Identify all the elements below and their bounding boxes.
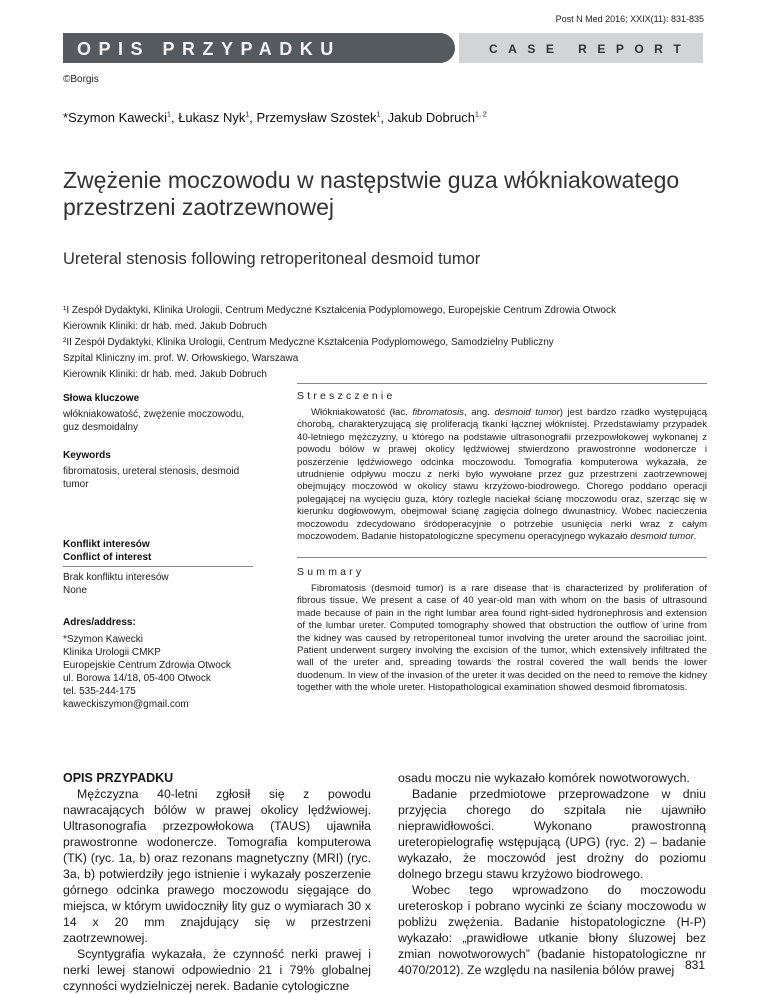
affiliation-line: Kierownik Kliniki: dr hab. med. Jakub Dobruch <box>63 321 267 332</box>
body-paragraph: Mężczyzna 40-letni zgłosił się z powodu nawracających bólów w prawej okolicy lędźwiowej. Ultrasonografia przezpowłokowa (TAUS) ujawniła prawostronne wodonercze. Tomografia komputerowa (TK) (ryc. 1a, b) oraz rezonans magnetyczny (MRI) (ryc. 3a, b) potwierdziły jego istnienie i wykazały poszerzenie górnego odcinka prawego moczowodu sięgające do miejsca, w którym uwidoczniły lity guz o wymiarach 30 x 14 x 20 mm znajdujący się w przestrzeni zaotrzewnowej. <box>63 787 371 945</box>
author-2-affil: 1 <box>245 111 250 119</box>
corresponding-star: * <box>63 110 69 125</box>
keywords-en: fibromatosis, ureteral stenosis, desmoid tumor <box>63 466 240 490</box>
abstract-italic: desmoid tumor <box>494 407 560 418</box>
conflict-heading-pl: Konflikt interesów <box>63 539 150 550</box>
banner-left-block <box>63 33 455 63</box>
abstract-en-paragraph: Fibromatosis (desmoid tumor) is a rare disease that is characterized by proliferation of fibrous tissue. We present a case of 40 year-old man with whom on the basis of ultrasound made because of pain in the right lumbar area found right-sided hydronephrosis and extension of the lumbar ureter. Computed tomography showed that obstruction the outflow of urine from the kidney was caused by retroperitoneal tumor involving the ureter around the sacroiliac joint. Patient underwent surgery involving the excision of the tumor, which extensively infiltrated the wall of the ureter and, spreading towards the rostral covered the wall bends the lower duodenum. In view of the invasion of the ureter it was decided on the need to remove the kidney together with the whole ureter. Histopathological examination showed desmoid fibromatosis. <box>297 583 707 694</box>
abstract-text: ) jest bardzo rzadko występującą chorobą, charakteryzującą się proliferacją tkanki łącznej włóknistej. Przedstawiamy przypadek 40-letniego mężczyzny, u którego na podstawie ultrasonografii przezpowłokowej wykonanej z powodu bólów w prawej okolicy lędźwiowej stwierdzono prawostronne wodonercze i poszerzenie lędźwiowego odcinka moczowodu. Tomografia komputerowa wykazała, że utrudnienie odpływu moczu z nerki było wywołane przez guz przestrzeni zaotrzewnowej obejmujący moczowód w okolicy stawu krzyżowo-biodrowego. Chorego poddano operacji polegającej na wycięciu guza, który rozlegle naciekał ścianę moczowodu oraz, szerząc się w kierunku dogłowowym, obejmował ścianę zagięcia dolnego dwunastnicy. Wobec nacieczenia moczowodu zdecydowano śródoperacyjnie o potrzebie usunięcia nerki wraz z całym moczowodem. Badanie histopatologiczne specymenu operacyjnego wykazało <box>297 407 707 543</box>
author-4: Jakub Dobruch <box>387 110 476 125</box>
address-line: Europejskie Centrum Zdrowia Otwock <box>63 660 231 671</box>
keywords-pl: włókniakowatość, zwężenie moczowodu, guz desmoidalny <box>63 409 245 433</box>
section-title: OPIS PRZYPADKU <box>63 771 174 785</box>
body-paragraph: Wobec tego wprowadzono do moczowodu ureteroskop i pobrano wycinki ze ściany moczowodu w pobliżu zwężenia. Badanie histopatologiczne (H-P) wykazało: „prawidłowe utkanie błony śluzowej bez zmian nowotworowych” (badanie histopatologiczne nr 4070/2012). Ze względu na nasilenia bólów prawej <box>398 883 706 977</box>
abstract-text: Włókniakowatość (łac. <box>311 407 413 418</box>
publisher-mark: ©Borgis <box>63 74 99 85</box>
title-polish: Zwężenie moczowodu w następstwie guza włókniakowatego przestrzeni zaotrzewnowej <box>63 167 680 220</box>
body-paragraph: Badanie przedmiotowe przeprowadzone w dniu przyjęcia chorego do szpitala nie ujawniło nieprawidłowości. Wykonano prawostronną ureteropielografię wstępującą (UPG) (ryc. 2) – badanie wykazało, że moczowód jest drożny do poziomu dolnego brzegu stawu krzyżowo biodrowego. <box>398 787 706 881</box>
abstract-pl-heading: Streszczenie <box>297 390 396 402</box>
address-line: Klinika Urologii CMKP <box>63 647 161 658</box>
conflict-value-en: None <box>63 585 87 596</box>
journal-citation: Post N Med 2016; XXIX(11): 831-835 <box>555 14 704 24</box>
body-left-column <box>63 770 371 994</box>
conflict-heading-en: Conflict of interest <box>63 552 152 563</box>
author-list: *Szymon Kawecki$^1$, Łukasz Nyk$^1$, Przemysław Szostek$^1$, Jakub Dobruch$^{1, 2}$ <box>63 110 487 125</box>
address-line: kaweckiszymon@gmail.com <box>63 699 189 710</box>
abstract-pl-paragraph <box>297 407 707 543</box>
author-4-affil: 1, 2 <box>475 111 487 119</box>
affiliation-line: Szpital Kliniczny im. prof. W. Orłowskiego, Warszawa <box>63 353 299 364</box>
conflict-block <box>63 538 253 564</box>
author-1: Szymon Kawecki <box>68 110 168 125</box>
divider <box>297 383 707 384</box>
page-number: 831 <box>684 958 705 972</box>
abstract-text: . <box>693 531 697 543</box>
address-line: ul. Borowa 14/18, 05-400 Otwock <box>63 673 211 684</box>
author-2: Łukasz Nyk <box>178 110 246 125</box>
abstract-italic: desmoid tumor <box>630 531 694 543</box>
keywords-en-block <box>63 449 253 491</box>
divider <box>63 566 253 567</box>
banner-right-block <box>459 33 703 63</box>
banner-right-label: CASE REPORT <box>489 42 692 56</box>
address-line: *Szymon Kawecki <box>63 634 144 645</box>
author-3-affil: 1 <box>376 111 381 119</box>
conflict-values <box>63 571 253 597</box>
abstract-pl <box>297 407 707 543</box>
affiliation-line: ²II Zespół Dydaktyki, Klinika Urologii, Centrum Medyczne Kształcenia Podyplomowego, Samodzielny Publiczny <box>63 337 554 348</box>
author-3: Przemysław Szostek <box>256 110 377 125</box>
abstract-italic: fibromatosis <box>412 407 465 418</box>
article-type-banner <box>63 33 703 63</box>
keywords-pl-heading: Słowa kluczowe <box>63 393 140 404</box>
abstract-text: , ang. <box>464 407 495 418</box>
body-paragraph: osadu moczu nie wykazało komórek nowotworowych. <box>398 771 690 785</box>
banner-left-label: OPIS PRZYPADKU <box>77 39 341 59</box>
address-heading: Adres/address: <box>63 617 136 628</box>
keywords-pl-block <box>63 392 253 434</box>
body-right-column <box>398 770 706 978</box>
divider <box>297 557 707 558</box>
abstract-en-heading: Summary <box>297 566 365 578</box>
address-line: tel. 535-244-175 <box>63 686 136 697</box>
title-english: Ureteral stenosis following retroperitoneal desmoid tumor <box>63 250 481 268</box>
conflict-value-pl: Brak konfliktu interesów <box>63 572 169 583</box>
author-1-affil: 1 <box>167 111 171 119</box>
affiliation-line: ¹I Zespół Dydaktyki, Klinika Urologii, Centrum Medyczne Kształcenia Podyplomowego, Europejskie Centrum Zdrowia Otwock <box>63 305 616 316</box>
affiliation-line: Kierownik Kliniki: dr hab. med. Jakub Dobruch <box>63 369 267 380</box>
body-paragraph: Scyntygrafia wykazała, że czynność nerki prawej i nerki lewej stanowi odpowiednio 21 i 79% globalnej czynności wydzielniczej nerek. Badanie cytologiczne <box>63 947 371 993</box>
abstract-en <box>297 583 707 695</box>
affiliations <box>63 303 713 383</box>
keywords-en-heading: Keywords <box>63 450 111 461</box>
address-block <box>63 616 253 711</box>
